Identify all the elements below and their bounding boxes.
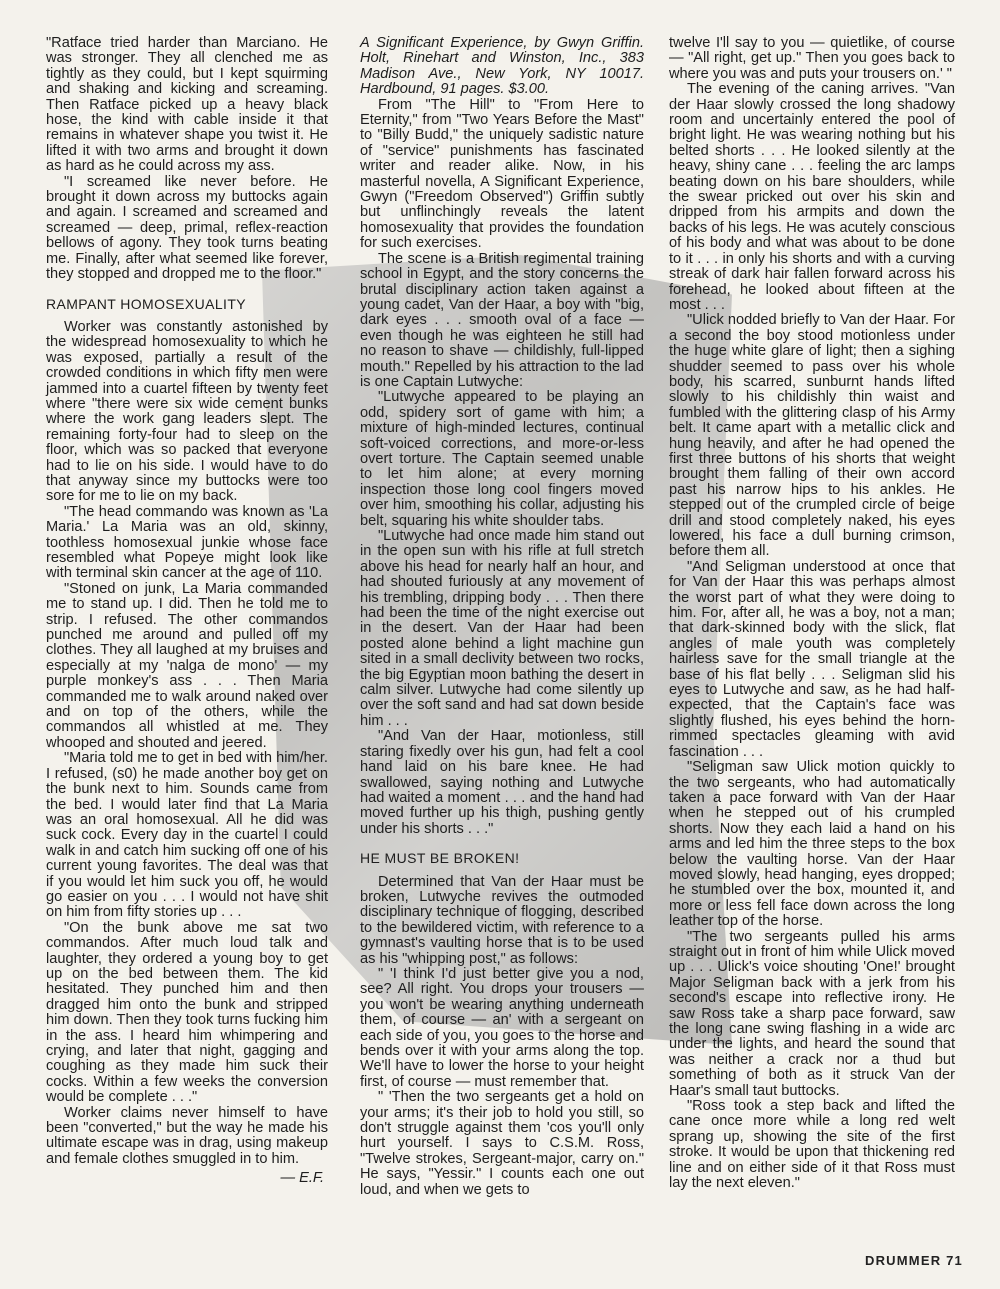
paragraph: twelve I'll say to you — quietlike, of course — "All right, get up." Then you goes back to where you was and puts your trousers on.' " xyxy=(669,35,955,82)
paragraph: " 'I think I'd just better give you a nod, see? All right. You drops your trousers — you won't be wearing anything underneath them, of course — an' with a sergeant on each side of you, you goes to the horse and bends over it with your arms along the top. We'll have to lower the horse to your height first, of course — must remember that. xyxy=(360,965,644,1090)
paragraph: "Ulick nodded briefly to Van der Haar. For a second the boy stood motionless under the huge white glare of light; then a sighing shudder seemed to pass over his whole body, his scarred, sunburnt hands lifted slowly to his childishly thin waist and fumbled with the glittering clasp of his Army belt. It came apart with a metallic click and hung heavily, and after he had opened the first three buttons of his shorts that weight brought them falling of their own accord past his narrow hips to his ankles. He stepped out of the crumpled circle of beige drill and stood completely naked, his eyes lowered, his face a dull burning crimson, before them all. xyxy=(669,312,955,560)
column-right xyxy=(669,36,955,1191)
paragraph: "Seligman saw Ulick motion quickly to the two sergeants, who had automatically taken a pace forward with Van der Haar when he stepped out of his crumpled shorts. Now they each laid a hand on his arms and led him the three steps to the box below the vaulting horse. Van der Haar moved slowly, head hanging, eyes dropped; he stumbled over the box, mounted it, and more or less fell face down across the long leather top of the horse. xyxy=(669,759,955,930)
paragraph: "The two sergeants pulled his arms straight out in front of him while Ulick moved up . . . Ulick's voice shouting 'One!' brought Major Seligman back with a jerk from his second's escape into reflective irony. He saw Ross take a sharp pace forward, saw the long cane swing flashing in a wide arc under the lights, and heard the sound that was neither a crack nor a thud but something of both as it struck Van der Haar's small taut buttocks. xyxy=(669,928,955,1099)
paragraph: "The head commando was known as 'La Maria.' La Maria was an old, skinny, toothless homosexual junkie whose face resembled what Popeye might look like with terminal skin cancer at the age of 110. xyxy=(46,503,328,582)
author-signature: — E.F. xyxy=(280,1170,324,1187)
paragraph: " 'Then the two sergeants get a hold on your arms; it's their job to hold you still, so don't struggle against them 'cos you'll only hurt yourself. I says to C.S.M. Ross, "Twelve strokes, Sergeant-major, carry on." He says, "Yessir." I counts each one out loud, and when we gets to xyxy=(360,1089,644,1198)
section-heading: HE MUST BE BROKEN! xyxy=(360,850,520,867)
paragraph: "Ratface tried harder than Marciano. He was stronger. They all clenched me as tightly as they could, but I kept squirming and shaking and kicking and screaming. Then Ratface picked up a heavy black hose, the kind with cable inside it that remains in whatever shape you twist it. He lifted it with two arms and brought it down as hard as he could across my ass. xyxy=(46,35,328,175)
column-middle xyxy=(360,36,644,1198)
paragraph: Determined that Van der Haar must be broken, Lutwyche revives the outmoded disciplinary technique of flogging, described to the bewildered victim, with reference to a gymnast's vaulting horse that is to be used as his "whipping post," as follows: xyxy=(360,873,644,967)
book-citation: A Significant Experience, by Gwyn Griffin. Holt, Rinehart and Winston, Inc., 383 Madison Ave., New York, NY 10017. Hardbound, 91 pages. $3.00. xyxy=(360,35,644,98)
paragraph: "I screamed like never before. He brought it down across my buttocks again and again. I screamed and screamed and screamed — deep, primal, reflex-reaction bellows of agony. They took turns beating me. Finally, after what seemed like forever, they stopped and dropped me to the floor." xyxy=(46,173,328,283)
paragraph: "On the bunk above me sat two commandos. After much loud talk and laughter, they ordered a young boy to get up on the bed between them. The kid hesitated. They punched him and then dragged him onto the bunk and stripped him down. Then they took turns fucking him in the ass. I heard him whimpering and crying, and later that night, gagging and coughing as they made him suck their cocks. Within a few weeks the conversion would be complete . . ." xyxy=(46,919,328,1106)
paragraph: Worker was constantly astonished by the widespread homosexuality to which he was exposed, partially a result of the crowded conditions in which fifty men were jammed into a cuartel fifteen by twenty feet where "there were six wide cement bunks where the work gang leaders slept. The remaining forty-four had to sleep on the floor, which was so packed that everyone had to lie on his side. I would have to do that anyway since my buttocks were too sore for me to lie on my back. xyxy=(46,318,328,505)
paragraph: "And Van der Haar, motionless, still staring fixedly over his gun, had felt a cool hand laid on his bare knee. He had swallowed, saying nothing and Lutwyche had waited a moment . . . and the hand had moved further up his thigh, pushing gently under his shorts . . ." xyxy=(360,728,644,837)
paragraph: From "The Hill" to "From Here to Eternity," from "Two Years Before the Mast" to "Billy Budd," the uniquely sadistic nature of "service" punishments has fascinated writer and reader alike. Now, in his masterful novella, A Significant Experience, Gwyn ("Freedom Observed") Griffin subtly but unflinchingly reveals the latent homosexuality that provides the foundation for such exercises. xyxy=(360,96,644,252)
paragraph: "Stoned on junk, La Maria commanded me to stand up. I did. Then he told me to strip. I refused. The other commandos punched me around and pulled off my clothes. They all laughed at my bruises and especially at my 'nalga de mono' — my purple monkey's ass . . . Then Maria commanded me to walk around naked over and on top of the others, while the commandos all whistled at me. They whooped and shouted and jeered. xyxy=(46,580,328,751)
paragraph: "Lutwyche appeared to be playing an odd, spidery sort of game with him; a mixture of high-minded lectures, continual soft-voiced corrections, and more-or-less overt torture. The Captain seemed unable to let him alone; at every morning inspection those long cool fingers moved over him, smoothing his collar, adjusting his belt, squaring his white shoulder tabs. xyxy=(360,389,644,529)
paragraph: "Maria told me to get in bed with him/her. I refused, (s0) he made another boy get on the bunk next to him. Sounds came from the bed. I would later find that La Maria was an oral homosexual. All he did was suck cock. Every day in the cuartel I could walk in and catch him sucking off one of his current young favorites. The deal was that if you would let him suck you off, he would go easier on you . . . I would not have shit on him from fifty stories up . . . xyxy=(46,750,328,921)
paragraph: "Ross took a step back and lifted the cane once more while a long red welt sprang up, showing the site of the first stroke. It would be upon that thickening red line and on either side of it that Ross must lay the next eleven." xyxy=(669,1098,955,1192)
page-footer: DRUMMER 71 xyxy=(865,1253,963,1268)
paragraph: The evening of the caning arrives. "Van der Haar slowly crossed the long shadowy room and uncertainly entered the pool of bright light. He was wearing nothing but his belted shorts . . . He looked silently at the heavy, shiny cane . . . feeling the arc lamps beating down on his bare shoulders, while the swear pricked out over his skin and dripped from his armpits and down the backs of his legs. He was acutely conscious of his body and what was about to be done to it . . . in only his shorts and with a curving streak of dark hair fallen forward across his forehead, he looked about fifteen at the most . . . xyxy=(669,81,955,313)
paragraph: Worker claims never himself to have been "converted," but the way he made his ultimate escape was in drag, using makeup and female clothes smuggled in to him. xyxy=(46,1104,328,1167)
section-heading: RAMPANT HOMOSEXUALITY xyxy=(46,295,247,312)
paragraph: The scene is a British regimental training school in Egypt, and the story concerns the brutal disciplinary action taken against a young cadet, Van der Haar, a boy with "big, dark eyes . . . smooth oval of a face — even though he was eighteen he still had no reason to shave — childishly, full-lipped mouth." Repelled by his attraction to the lad is one Captain Lutwyche: xyxy=(360,250,644,390)
paragraph: "Lutwyche had once made him stand out in the open sun with his rifle at full stretch above his head for nearly half an hour, and had shouted furiously at any movement of his trembling, dripping body . . . Then there had been the time of the night exercise out in the desert. Van der Haar had been posted alone behind a light machine gun sited in a small declivity between two rocks, the big Egyptian moon bathing the desert in calm silver. Lutwyche had come silently up over the soft sand and had sat down beside him . . . xyxy=(360,528,644,729)
column-left xyxy=(46,36,328,1187)
paragraph: "And Seligman understood at once that for Van der Haar this was perhaps almost the worst part of what they were doing to him. For, after all, he was a boy, not a man; that dark-skinned body with the slick, flat angles of male youth was completely hairless save for the small triangle at the base of his flat belly . . . Seligman slid his eyes to Lutwyche and saw, as he had half-expected, that the Captain's face was slightly flushed, his eyes behind the horn-rimmed spectacles gleaming with avid fascination . . . xyxy=(669,558,955,760)
